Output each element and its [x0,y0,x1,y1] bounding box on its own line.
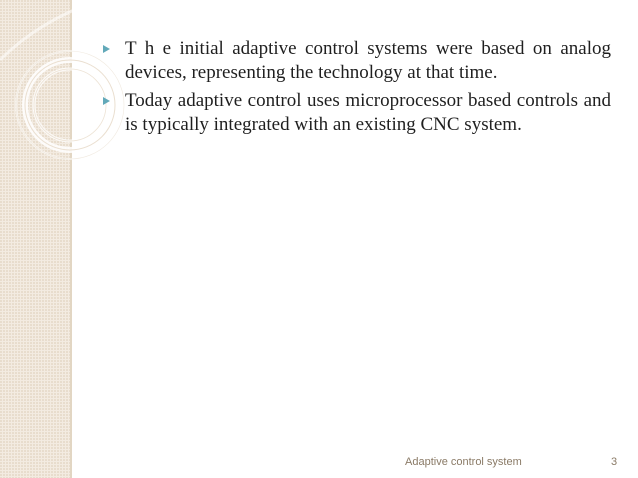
footer-title: Adaptive control system [405,456,522,468]
bullet-text: T h e initial adaptive control systems were based on analog devices, representing the technology at that time. [125,38,611,83]
left-band-border [70,0,72,478]
triangle-bullet-icon [103,97,110,105]
bullet-text: Today adaptive control uses microprocessor based controls and is typically integrated with an existing CNC system. [125,90,611,135]
left-texture-band [0,0,70,478]
page-number: 3 [611,456,618,468]
bullet-item [103,37,611,85]
triangle-bullet-icon [103,45,110,53]
bullet-item [103,89,611,137]
bullet-list [103,37,611,141]
